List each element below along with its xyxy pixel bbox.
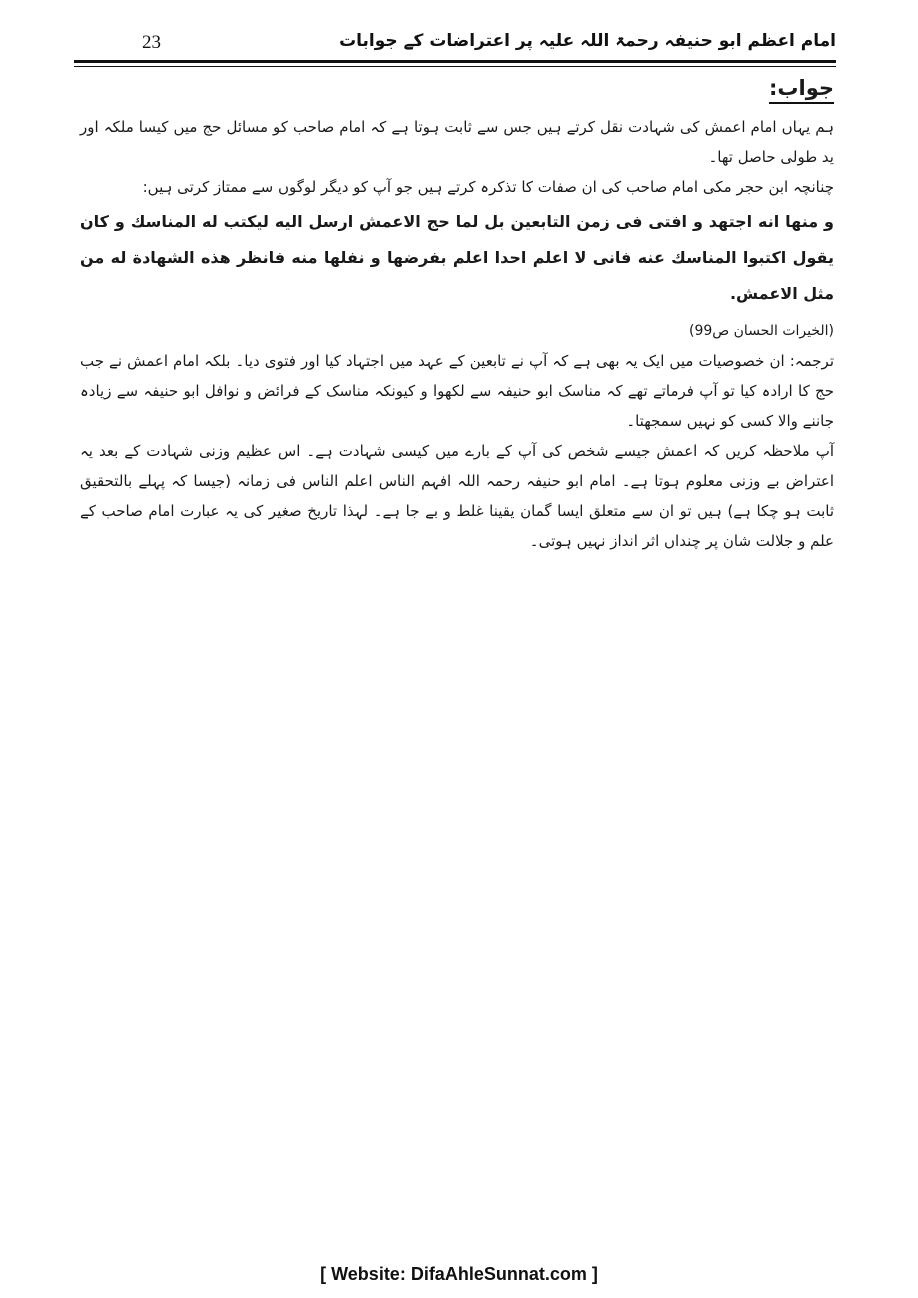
page-number: 23: [142, 32, 161, 53]
header-rule-thick: [74, 60, 836, 63]
page-header: [74, 28, 836, 60]
paragraph-intro: ہم یہاں امام اعمش کی شہادت نقل کرتے ہیں جس سے ثابت ہوتا ہے کہ امام صاحب کو مسائل حج میں کیسا ملکہ اور ید طولی حاصل تھا۔: [80, 118, 834, 166]
main-text: [80, 76, 834, 556]
header-rule-thin: [74, 66, 836, 67]
paragraph-conclusion: آپ ملاحظہ کریں کہ اعمش جیسے شخص کی آپ کے بارے میں کیسی شہادت ہے۔ اس عظیم وزنی شہادت کے بعد یہ اعتراض بے وزنی معلوم ہوتا ہے۔ امام ابو حنیفہ رحمہ اللہ افہم الناس اعلم الناس فی زمانہ (جیسا کہ پہلے بالتحقیق ثابت ہو چکا ہے) ہیں تو ان سے متعلق ایسا گمان یقینا غلط و بے جا ہے۔ لہذا تاریخ صغیر کی یہ عبارت امام صاحب کے علم و جلالت شان پر چنداں اثر انداز نہیں ہوتی۔: [80, 442, 834, 550]
reference-citation: (الخیرات الحسان ص99): [688, 323, 834, 339]
arabic-quote: و منها انه اجتهد و افتى فى زمن التابعين بل لما حج الاعمش ارسل اليه ليكتب له المناسك و كان يقول اكتبوا المناسك عنه فانى لا اعلم احدا اعلم بفرضها و نفلها منه فانظر هذه الشهادة له من مثل الاعمش.: [80, 212, 834, 303]
footer-website: [ Website: DifaAhleSunnat.com ]: [320, 1264, 598, 1284]
translation-paragraph: ترجمہ: ان خصوصیات میں ایک یہ بھی ہے کہ آپ نے تابعین کے عہد میں اجتہاد کیا اور فتوی دیا۔ بلکہ امام اعمش نے جب حج کا ارادہ کیا تو آپ فرماتے تھے کہ مناسک ابو حنیفہ سے لکھوا و کیونکہ مناسک کے فرائض و نوافل ابو حنیفہ سے زیادہ جاننے والا کسی کو نہیں سمجھتا۔: [80, 352, 834, 430]
answer-heading: جواب:: [769, 76, 834, 104]
running-title: امام اعظم ابو حنیفہ رحمۃ اللہ علیہ پر اعتراضات کے جوابات: [339, 31, 836, 51]
paragraph-ibn-hajar: چنانچہ ابن حجر مکی امام صاحب کی ان صفات کا تذکرہ کرتے ہیں جو آپ کو دیگر لوگوں سے ممتاز کرتی ہیں:: [142, 178, 834, 196]
